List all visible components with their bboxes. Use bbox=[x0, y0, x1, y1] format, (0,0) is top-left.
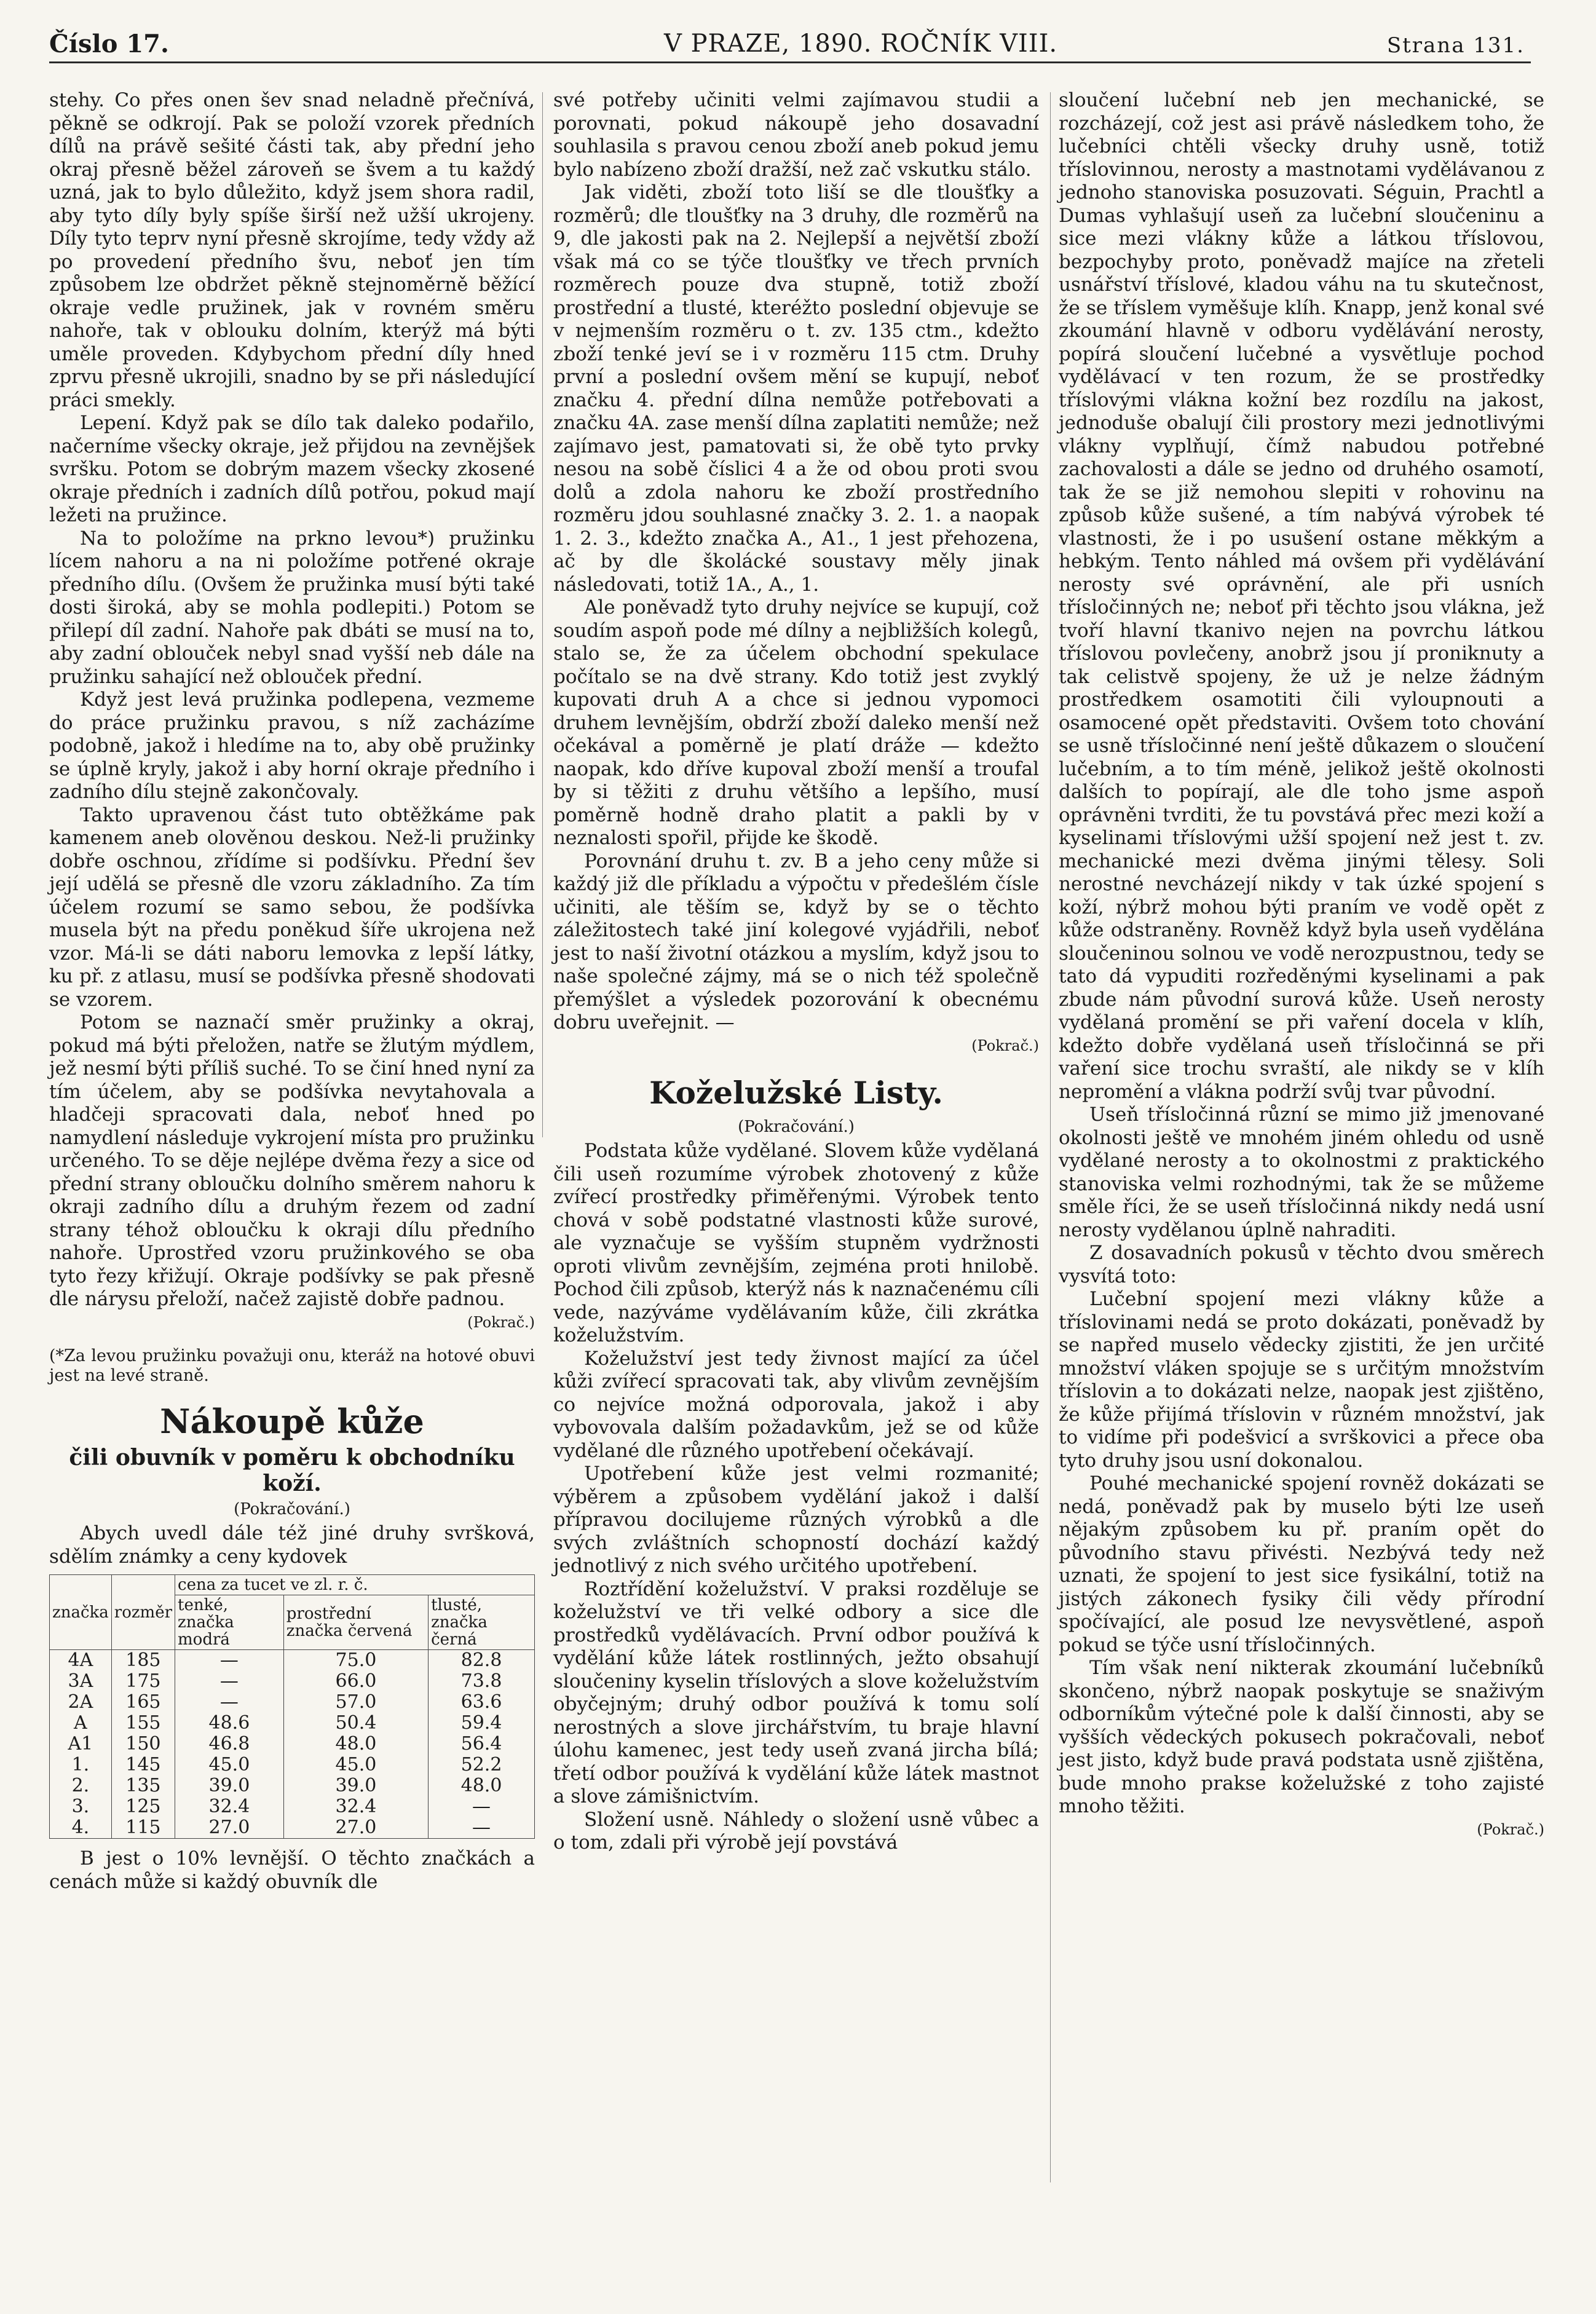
table-cell: 48.0 bbox=[283, 1734, 428, 1755]
table-cell: 185 bbox=[111, 1650, 175, 1672]
header-rule bbox=[49, 61, 1531, 63]
table-cell: 46.8 bbox=[175, 1734, 284, 1755]
table-cell: 48.0 bbox=[429, 1775, 535, 1796]
paragraph: Podstata kůže vydělané. Slovem kůže vydělaná čili useň rozumíme výrobek zhotovený z kůže zvířecí prostředky přiměřenými. Výrobek tento chová v sobě podstatné vlastnosti kůže surové, ale vyznačuje se vyšším stupněm vydržnosti oproti vlivům zevnějším, zejména proti hnilobě. Pochod čili způsob, kterýž nás k naznačenému cíli vede, nazýváme vydělávaním kůže, čili zkrátka koželužstvím. bbox=[553, 1140, 1039, 1346]
table-cell: 39.0 bbox=[175, 1775, 284, 1796]
paragraph: Z dosavadních pokusů v těchto dvou směrech vysvítá toto: bbox=[1059, 1242, 1544, 1287]
paragraph: Lučební spojení mezi vlákny kůže a tříslovinami nedá se proto dokázati, poněvadž by se napřed muselo vědecky zjistiti, že jen určité množství vláken spojuje se s určitým množstvím tříslovin a to dokázati nelze, naopak jest zjištěno, že kůže přijímá tříslovin v různém množství, jak to vidíme při podešvicí a svrškovici a přece oba tyto druhy jsou usní dokonalou. bbox=[1059, 1288, 1544, 1472]
header-thick: tlusté, značka černá bbox=[429, 1595, 535, 1650]
header-price-group: cena za tucet ve zl. r. č. bbox=[175, 1575, 535, 1595]
column-divider bbox=[1050, 92, 1051, 2182]
table-cell: 45.0 bbox=[175, 1755, 284, 1775]
table-cell: — bbox=[429, 1817, 535, 1839]
paragraph: Potom se naznačí směr pružinky a okraj, pokud má býti přeložen, natře se žlutým mýdlem, jež nesmí býti příliš suché. To se činí hned nyní za tím účelem, aby se podšívka nevytahovala a hladčeji spracovati dala, neboť hned po namydlení následuje vykrojení místa pro pružinku určeného. To se děje nejlépe dvěma řezy a sice od přední strany obloučku dolního směrem nahoru k okraji zadního dílu a druhým řezem od zadní strany téhož obloučku k okraji dílu předního nahoře. Uprostřed vzoru pružinkového se oba tyto řezy křižují. Okraje podšívky se pak přesně dle nárysu přeloží, načež zajistě dobře padnou. bbox=[49, 1011, 535, 1310]
table-cell: 150 bbox=[111, 1734, 175, 1755]
table-cell: 48.6 bbox=[175, 1713, 284, 1734]
table-cell: 73.8 bbox=[429, 1671, 535, 1692]
table-cell: 27.0 bbox=[175, 1817, 284, 1839]
table-cell: 3A bbox=[50, 1671, 112, 1692]
table-cell: 2. bbox=[50, 1775, 112, 1796]
paragraph: Pouhé mechanické spojení rovněž dokázati se nedá, poněvadž pak by muselo býti lze useň nějakým způsobem ku př. praním opět do původního stavu přivésti. Nezbývá tedy než uznati, že spojení to jest sice fysikální, totiž na jistých zákonech fysiky čili vědy přírodní spočívající, ale posud lze nevysvětlené, aspoň pokud se týče usní třísločinných. bbox=[1059, 1472, 1544, 1656]
table-cell: 2A bbox=[50, 1692, 112, 1713]
table-cell: 4. bbox=[50, 1817, 112, 1839]
table-cell: 56.4 bbox=[429, 1734, 535, 1755]
table-cell: 115 bbox=[111, 1817, 175, 1839]
table-cell: — bbox=[175, 1692, 284, 1713]
article-title: Nákoupě kůže bbox=[160, 1402, 424, 1441]
table-cell: A1 bbox=[50, 1734, 112, 1755]
table-cell: 63.6 bbox=[429, 1692, 535, 1713]
table-cell: 45.0 bbox=[283, 1755, 428, 1775]
table-row bbox=[50, 1713, 535, 1734]
issue-number: Číslo 17. bbox=[49, 30, 169, 58]
table-row bbox=[50, 1692, 535, 1713]
table-cell: 39.0 bbox=[283, 1775, 428, 1796]
column-1 bbox=[49, 89, 535, 1893]
table-cell: 4A bbox=[50, 1650, 112, 1672]
paragraph: stehy. Co přes onen šev snad neladně přečnívá, pěkně se odkrojí. Pak se položí vzorek předních dílů na právě sešité části tak, aby přední jeho okraj přesně běžel zároveň se švem a tu každý uzná, jak to bylo důležito, když jsem shora radil, aby tyto díly byly spíše širší než užší ukrojeny. Díly tyto teprv nyní přesně skrojíme, tedy vždy až po provedení předního švu, neboť jen tím způsobem lze obdržet pěkně stejnoměrně běžící okraje vedle pružinek, jak v rovném směru nahoře, tak v oblouku dolním, kterýž má býti uměle proveden. Kdybychom přední díly hned zprvu přesně ukrojili, snadno by se při následující práci smekly. bbox=[49, 89, 535, 411]
header-thin: tenké, značka modrá bbox=[175, 1595, 284, 1650]
paragraph: Useň třísločinná různí se mimo již jmenované okolnosti ještě ve mnohém jiném ohledu od usně vydělané nerosty a to okolnostmi z praktického stanoviska velmi rozhodnými, tak že se můžeme směle říci, že se useň třísločinná nikdy nedá usní nerosty vydělanou úplně nahraditi. bbox=[1059, 1104, 1544, 1241]
footnote: (*Za levou pružinku považuji onu, kteráž na hotové obuvi jest na levé straně. bbox=[49, 1346, 535, 1385]
table-cell: 75.0 bbox=[283, 1650, 428, 1672]
paragraph: Upotřebení kůže jest velmi rozmanité; výběrem a způsobem vydělání jakož i další přípravou docilujeme různých výrobků a dle svých zvláštních schopností dochází každý jednotlivý z nich svého určitého upotřebení. bbox=[553, 1463, 1039, 1577]
paragraph: Když jest levá pružinka podlepena, vezmeme do práce pružinku pravou, s níž zacházíme podobně, jakož i hledíme na to, aby obě pružinky se úplně kryly, jakož i aby horní okraje předního i zadního dílu stejně zakončovaly. bbox=[49, 689, 535, 803]
table-cell: 135 bbox=[111, 1775, 175, 1796]
paragraph: Ale poněvadž tyto druhy nejvíce se kupují, což soudím aspoň pode mé dílny a nejbližších kolegů, stalo se, že za účelem obchodní spekulace počítalo se na dvě strany. Kdo totiž jest zvyklý kupovati druh A a chce si jednou vypomoci druhem levnějším, obdrží zboží daleko menší než očekával a poměrně je platí dráže — kdežto naopak, kdo dříve kupoval zboží menší a troufal by si těžiti z druhu většího a lepšího, musí poměrně hodně draho platit a pakli by v neznalosti spořil, přijde ke škodě. bbox=[553, 596, 1039, 849]
table-cell: 27.0 bbox=[283, 1817, 428, 1839]
table-cell: 125 bbox=[111, 1796, 175, 1817]
paragraph: Lepení. Když pak se dílo tak daleko podařilo, načerníme všecky okraje, jež přijdou na zevnějšek svršku. Potom se dobrým mazem všecky zkosené okraje předních i zadních dílů potřou, pokud mají ležeti na pružince. bbox=[49, 412, 535, 526]
paragraph: Takto upravenou část tuto obtěžkáme pak kamenem aneb olověnou deskou. Než-li pružinky dobře oschnou, zřídíme si podšívku. Přední šev její udělá se přesně dle vzoru základního. Za tím účelem rozumí se samo sebou, že podšívka musela být na předu poněkud šíře ukrojena než vzor. Má-li se dáti naboru lemovka z lepší látky, ku př. z atlasu, musí se podšívka přesně shodovati se vzorem. bbox=[49, 804, 535, 1011]
article-subtitle: čili obuvník v poměru k obchodníku koží. bbox=[69, 1445, 515, 1496]
article-continued: (Pokračování.) bbox=[234, 1500, 350, 1518]
paragraph: své potřeby učiniti velmi zajímavou studii a porovnati, pokud nákoupě jeho dosavadní souhlasila s pravou cenou zboží aneb pokud jemu bylo nabízeno zboží dražší, než zač vskutku stálo. bbox=[553, 89, 1039, 181]
paragraph: sloučení lučební neb jen mechanické, se rozcházejí, což jest asi právě následkem toho, že lučebníci chtěli všecky druhy usně, totiž tříslovinnou, nerosty a mastnotami vydělávanou z jednoho stanoviska posuzovati. Séguin, Prachtl a Dumas vyhlašují useň za lučební sloučeninu a sice mezi vlákny kůže a látkou tříslovou, bezpochyby proto, poněvadž majíce na zřeteli usnářství tříslové, kladou váhu na tu skutečnost, že se tříslem vyměšuje klíh. Knapp, jenž konal své zkoumání hlavně v odboru vydělávání nerosty, popírá sloučení lučebné a vysvětluje pochod vydělávací v ten rozum, že se prostředky tříslovými vlákna kožní bez rozdílu na jakost, jednoduše obalují čili prostory mezi jednotlivými vlákny vyplňují, čímž nabudou potřebné zachovalosti a dále se jedno od druhého osamotí, tak že se již nemohou slepiti v rohovinu na způsob kůže sušené, a tím nabývá výrobek té vlastnosti, že i po usušení ostane měkkým a hebkým. Tento náhled má ovšem při vydělávání nerosty své oprávnění, ale při usních třísločinných ne; neboť při těchto jsou vlákna, jež tvoří hlavní tkanivo nejen na povrchu látkou tříslovou povlečeny, anobrž jsou jí proniknuty a tak celistvě spojeny, že už je nelze žádným prostředkem osamotiti čili vyloupnouti a osamocené opět představiti. Ovšem toto chování se usně třísločinné není ještě důkazem o sloučení lučebním, a to tím méně, jelikož ještě okolnosti dalších to popírají, ale dle toho jsme aspoň oprávněni tvrditi, že tu povstává přec mezi koží a kyselinami tříslovými užší spojení než jest t. zv. mechanické mezi dvěma jinými tělesy. Soli nerostné nevcházejí nikdy v tak úzké spojení s koží, nýbrž mohou býti praním ve vodě opět z kůže odstraněny. Rovněž když byla useň vydělána sloučeninou solnou ve vodě nerozpustnou, tedy se tato dá vypuditi rozředěnými kyselinami a pak zbude nám původní surová kůže. Useň nerosty vydělaná promění se při vaření docela v klíh, kdežto dobře vydělaná useň třísločinná se při vaření sice trochu svraští, ale nikdy se v klíh nepromění a vlákna podrží svůj tvar původní. bbox=[1059, 89, 1544, 1103]
table-cell: 59.4 bbox=[429, 1713, 535, 1734]
paragraph: Abych uvedl dále též jiné druhy svršková, sdělím známky a ceny kydovek bbox=[49, 1522, 535, 1568]
paragraph: Porovnání druhu t. zv. B a jeho ceny může si každý již dle příkladu a výpočtu v předešlém čísle učiniti, ale těším se, když by se o těchto záležitostech také jiní kolegové vyjádřili, neboť jest to naší životní otázkou a myslím, když jsou to naše společné zájmy, má se o nich též společně přemýšlet a výsledek pozorování k obecnému dobru uveřejnit. — bbox=[553, 850, 1039, 1033]
column-3 bbox=[1059, 89, 1544, 1841]
table-row bbox=[50, 1671, 535, 1692]
table-cell: 32.4 bbox=[175, 1796, 284, 1817]
paragraph: Koželužství jest tedy živnost mající za účel kůži zvířecí spracovati tak, aby vlivům zevnějším co nejvíce možná odporovala, jakož i aby vybovovala dalším požadavkům, jež se od kůže vydělané dle různého upotřebení očekávají. bbox=[553, 1347, 1039, 1462]
table-row bbox=[50, 1755, 535, 1775]
table-row bbox=[50, 1650, 535, 1672]
table-cell: — bbox=[429, 1796, 535, 1817]
continuation-note: (Pokrač.) bbox=[1477, 1820, 1544, 1838]
paragraph: Na to položíme na prkno levou*) pružinku lícem nahoru a na ni položíme potřené okraje předního dílu. (Ovšem že pružinka musí býti také dosti široká, aby se mohla podlepiti.) Potom se přilepí díl zadní. Nahoře pak dbáti se musí na to, aby zadní oblouček nebyl snad vyšší neb dále na pružinku sahající než oblouček přední. bbox=[49, 527, 535, 688]
table-cell: — bbox=[175, 1671, 284, 1692]
continuation-note: (Pokrač.) bbox=[467, 1313, 535, 1331]
section-continued: (Pokračování.) bbox=[738, 1118, 855, 1136]
table-row bbox=[50, 1796, 535, 1817]
section-title: Koželužské Listy. bbox=[649, 1075, 943, 1111]
continuation-note: (Pokrač.) bbox=[971, 1037, 1039, 1054]
paragraph: Roztřídění koželužství. V praksi rozděluje se koželužství ve tři velké odbory a sice dle prostředků vydělávacích. První odbor používá k vydělání kůže látek rostlinných, ježto obsahují sloučeniny kyselin tříslových a slove koželužstvím obyčejným; druhý odbor používá k tomu solí nerostných a slove jirchářstvím, tu braje hlavní úlohu kamenec, jest tedy useň zvaná jircha bílá; třetí odbor používá k vydělání kůže látek mastnot a slove zámišnictvím. bbox=[553, 1578, 1039, 1807]
table-cell: 175 bbox=[111, 1671, 175, 1692]
table-cell: 66.0 bbox=[283, 1671, 428, 1692]
column-divider bbox=[542, 92, 543, 1137]
table-cell: 82.8 bbox=[429, 1650, 535, 1672]
column-2 bbox=[553, 89, 1039, 1855]
table-cell: 3. bbox=[50, 1796, 112, 1817]
paragraph: B jest o 10% levnější. O těchto značkách a cenách může si každý obuvník dle bbox=[49, 1847, 535, 1893]
price-table bbox=[49, 1574, 535, 1839]
table-cell: 52.2 bbox=[429, 1755, 535, 1775]
paragraph: Složení usně. Náhledy o složení usně vůbec a o tom, zdali při výrobě její povstává bbox=[553, 1808, 1039, 1854]
place-date: V PRAZE, 1890. ROČNÍK VIII. bbox=[664, 30, 1058, 58]
header-mark: značka bbox=[50, 1575, 112, 1650]
table-cell: 1. bbox=[50, 1755, 112, 1775]
table-cell: 145 bbox=[111, 1755, 175, 1775]
table-cell: 50.4 bbox=[283, 1713, 428, 1734]
table-cell: 57.0 bbox=[283, 1692, 428, 1713]
page-number: Strana 131. bbox=[1386, 33, 1525, 58]
table-cell: 32.4 bbox=[283, 1796, 428, 1817]
table-cell: 155 bbox=[111, 1713, 175, 1734]
table-row bbox=[50, 1734, 535, 1755]
header-medium: prostřední značka červená bbox=[283, 1595, 428, 1650]
table-row bbox=[50, 1817, 535, 1839]
paragraph: Jak viděti, zboží toto liší se dle tloušťky a rozměrů; dle tloušťky na 3 druhy, dle rozměrů na 9, dle jakosti pak na 2. Nejlepší a největší zboží však má co se týče tloušťky ve třech prvních rozměrech pouze dva stupně, totiž zboží prostřední a tlusté, kteréžto poslední objevuje se v nejmenším rozměru o t. zv. 135 ctm., kdežto zboží tenké jeví se i v rozměru 115 ctm. Druhy první a poslední ovšem mění se kupují, neboť značku 4. přední dílna nemůže potřebovati a značku 4A. zase menší dílna zaplatiti nemůže; než zajímavo jest, pamatovati si, že obě tyto prvky nesou na sobě číslici 4 a že od obou proti svou dolů a zdola nahoru ke zboží prostředního rozměru jdou souhlasné značky 3. 2. 1. a naopak 1. 2. 3., kdežto značka A., A1., 1 jest přehozena, ač by dle školácké soustavy měly jinak následovati, totiž 1A., A., 1. bbox=[553, 181, 1039, 596]
table-cell: 165 bbox=[111, 1692, 175, 1713]
header-size: rozměr bbox=[111, 1575, 175, 1650]
table-row bbox=[50, 1775, 535, 1796]
table-cell: A bbox=[50, 1713, 112, 1734]
paragraph: Tím však není nikterak zkoumání lučebníků skončeno, nýbrž naopak poskytuje se snaživým odborníkům výtečné pole k další činnosti, aby se vyšších vědeckých pokusech pokračovali, neboť jest jisto, když bude pravá podstata usně zjištěna, bude mnoho prakse koželužské z toho zajisté mnoho těžiti. bbox=[1059, 1657, 1544, 1817]
table-cell: — bbox=[175, 1650, 284, 1672]
